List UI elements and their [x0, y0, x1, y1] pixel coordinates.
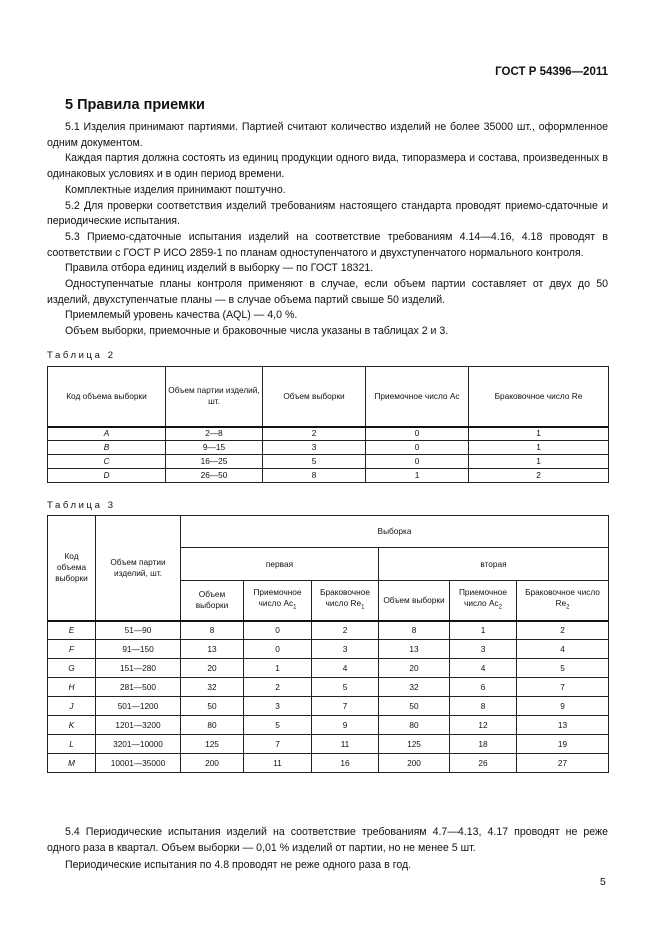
table-cell: 125 — [379, 735, 450, 754]
header-cell: Объем партии изделий, шт. — [166, 367, 263, 427]
header-cell: первая — [181, 548, 379, 581]
table-cell: 4 — [312, 659, 379, 678]
table-cell: 7 — [312, 697, 379, 716]
header-text: Браковочное число Re — [525, 586, 600, 608]
table-cell: 11 — [244, 754, 312, 773]
table-cell: 11 — [312, 735, 379, 754]
table-cell: 18 — [450, 735, 517, 754]
subscript: 2 — [566, 604, 570, 611]
table-cell: 5 — [244, 716, 312, 735]
table-row — [48, 441, 609, 455]
table-cell: 125 — [181, 735, 244, 754]
subscript: 2 — [498, 604, 502, 611]
table-cell: 200 — [181, 754, 244, 773]
table-cell: 2 — [312, 621, 379, 640]
table-cell: 12 — [450, 716, 517, 735]
header-cell: вторая — [379, 548, 609, 581]
table-cell: 26—50 — [166, 469, 263, 483]
table-cell: 19 — [517, 735, 609, 754]
table-cell: 16—25 — [166, 455, 263, 469]
table-cell: 50 — [181, 697, 244, 716]
paragraph: Каждая партия должна состоять из единиц продукции одного вида, типоразмера и состава, произведенных в одинаковых условиях и в один период времени. — [47, 152, 608, 181]
table-cell: 9 — [517, 697, 609, 716]
table-cell: 1 — [469, 455, 609, 469]
table-cell: 8 — [450, 697, 517, 716]
table-row — [48, 621, 609, 640]
table-cell: 4 — [450, 659, 517, 678]
table-cell: 3 — [244, 697, 312, 716]
table-cell: 91—150 — [96, 640, 181, 659]
header-text: Приемочное число Ac — [253, 586, 302, 608]
table-row — [48, 697, 609, 716]
table-cell: 1 — [469, 427, 609, 441]
table-2 — [47, 366, 609, 483]
table-cell: 501—1200 — [96, 697, 181, 716]
table-cell: L — [48, 735, 96, 754]
header-cell — [244, 581, 312, 621]
header-cell — [450, 581, 517, 621]
section-title: 5 Правила приемки — [65, 97, 205, 113]
table-cell: 7 — [244, 735, 312, 754]
table-cell: 20 — [181, 659, 244, 678]
paragraph: Одноступенчатые планы контроля применяют в случае, если объем партии составляет от двух до 50 изделий, двухступенчатые планы — в случае объема партий свыше 50 изделий. — [47, 278, 608, 306]
table-cell: 0 — [366, 441, 469, 455]
table-cell: 9—15 — [166, 441, 263, 455]
table-cell: 9 — [312, 716, 379, 735]
paragraph: Периодические испытания по 4.8 проводят не реже одного раза в год. — [65, 859, 412, 872]
table-row — [48, 659, 609, 678]
table-row — [48, 469, 609, 483]
table-cell: 2 — [517, 621, 609, 640]
table-cell: 8 — [379, 621, 450, 640]
table-cell: A — [48, 427, 166, 441]
table-cell: 20 — [379, 659, 450, 678]
table-cell: 3201—10000 — [96, 735, 181, 754]
table-cell: F — [48, 640, 96, 659]
table-cell: 2 — [263, 427, 366, 441]
table-cell: 5 — [263, 455, 366, 469]
table-cell: E — [48, 621, 96, 640]
table-cell: 2—8 — [166, 427, 263, 441]
table-row — [48, 640, 609, 659]
table-cell: C — [48, 455, 166, 469]
paragraph: Комплектные изделия принимают поштучно. — [65, 183, 286, 196]
table-3 — [47, 515, 609, 773]
paragraph: Правила отбора единиц изделий в выборку — по ГОСТ 18321. — [65, 262, 374, 275]
table-cell: 0 — [244, 640, 312, 659]
table-cell: D — [48, 469, 166, 483]
table-cell: 3 — [312, 640, 379, 659]
table-cell: 1 — [450, 621, 517, 640]
document-id: ГОСТ Р 54396—2011 — [495, 66, 608, 78]
paragraph: Объем выборки, приемочные и браковочные числа указаны в таблицах 2 и 3. — [65, 325, 449, 338]
table-cell: 7 — [517, 678, 609, 697]
header-cell: Объем выборки — [181, 581, 244, 621]
header-cell — [312, 581, 379, 621]
table-cell: 6 — [450, 678, 517, 697]
header-cell — [517, 581, 609, 621]
body-text-bottom — [47, 825, 608, 874]
table-cell: 0 — [244, 621, 312, 640]
table-cell: 2 — [244, 678, 312, 697]
table-row — [48, 716, 609, 735]
table-cell: 200 — [379, 754, 450, 773]
header-cell: Объем партии изделий, шт. — [96, 516, 181, 621]
table-cell: 8 — [181, 621, 244, 640]
table-cell: H — [48, 678, 96, 697]
table-cell: K — [48, 716, 96, 735]
table-cell: 13 — [517, 716, 609, 735]
header-cell: Выборка — [181, 516, 609, 548]
table-cell: 51—90 — [96, 621, 181, 640]
table-cell: 0 — [366, 455, 469, 469]
table-cell: 80 — [181, 716, 244, 735]
header-text: Браковочное число Re — [320, 586, 370, 608]
table-cell: J — [48, 697, 96, 716]
table-cell: 10001—35000 — [96, 754, 181, 773]
table-cell: 0 — [366, 427, 469, 441]
table-cell: 5 — [312, 678, 379, 697]
table-row — [48, 678, 609, 697]
table-cell: 13 — [181, 640, 244, 659]
table-cell: 32 — [181, 678, 244, 697]
table3-caption: Таблица 3 — [47, 500, 116, 511]
table-row — [48, 735, 609, 754]
header-cell: Объем выборки — [379, 581, 450, 621]
table-cell: 26 — [450, 754, 517, 773]
table-cell: 1 — [244, 659, 312, 678]
table-cell: 32 — [379, 678, 450, 697]
table-cell: 1 — [366, 469, 469, 483]
table-cell: 2 — [469, 469, 609, 483]
table-cell: 8 — [263, 469, 366, 483]
paragraph: 5.2 Для проверки соответствия изделий требованиям настоящего стандарта проводят приемо-сдаточные и периодические испытания. — [47, 199, 608, 228]
table-cell: 50 — [379, 697, 450, 716]
table-cell: M — [48, 754, 96, 773]
paragraph: 5.1 Изделия принимают партиями. Партией считают количество изделий не более 35000 шт., оформленное одним документом. — [47, 121, 608, 149]
table-cell: 13 — [379, 640, 450, 659]
header-cell: Код объема выборки — [48, 516, 96, 621]
paragraph: 5.4 Периодические испытания изделий на соответствие требованиям 4.7—4.13, 4.17 проводят не реже одного раза в квартал. Объем выборки — 0,01 % изделий от партии, но не менее 5 шт. — [47, 826, 608, 854]
table2-caption: Таблица 2 — [47, 350, 116, 361]
table-row — [48, 427, 609, 441]
table-cell: 16 — [312, 754, 379, 773]
body-text-top — [47, 120, 608, 340]
table-cell: 5 — [517, 659, 609, 678]
table-row — [48, 455, 609, 469]
table-cell: 4 — [517, 640, 609, 659]
table-cell: B — [48, 441, 166, 455]
table-cell: 80 — [379, 716, 450, 735]
table-cell: G — [48, 659, 96, 678]
table-row — [48, 754, 609, 773]
table-cell: 3 — [450, 640, 517, 659]
paragraph: 5.3 Приемо-сдаточные испытания изделий на соответствие требованиям 4.14—4.16, 4.18 проводят в соответствии с ГОСТ Р ИСО 2859-1 по планам одноступенчатого и двухступенчатого нормального контроля. — [47, 230, 608, 259]
subscript: 1 — [293, 604, 297, 611]
table-cell: 281—500 — [96, 678, 181, 697]
paragraph: Приемлемый уровень качества (AQL) — 4,0 %. — [65, 309, 298, 322]
table-cell: 1 — [469, 441, 609, 455]
header-cell: Объем выборки — [263, 367, 366, 427]
table-cell: 1201—3200 — [96, 716, 181, 735]
table-cell: 27 — [517, 754, 609, 773]
subscript: 1 — [361, 604, 365, 611]
page-number: 5 — [600, 876, 606, 888]
header-text: Приемочное число Ac — [458, 586, 508, 608]
table-cell: 3 — [263, 441, 366, 455]
table-cell: 151—280 — [96, 659, 181, 678]
header-cell: Приемочное число Ac — [366, 367, 469, 427]
header-cell: Браковочное число Re — [469, 367, 609, 427]
header-cell: Код объема выборки — [48, 367, 166, 427]
